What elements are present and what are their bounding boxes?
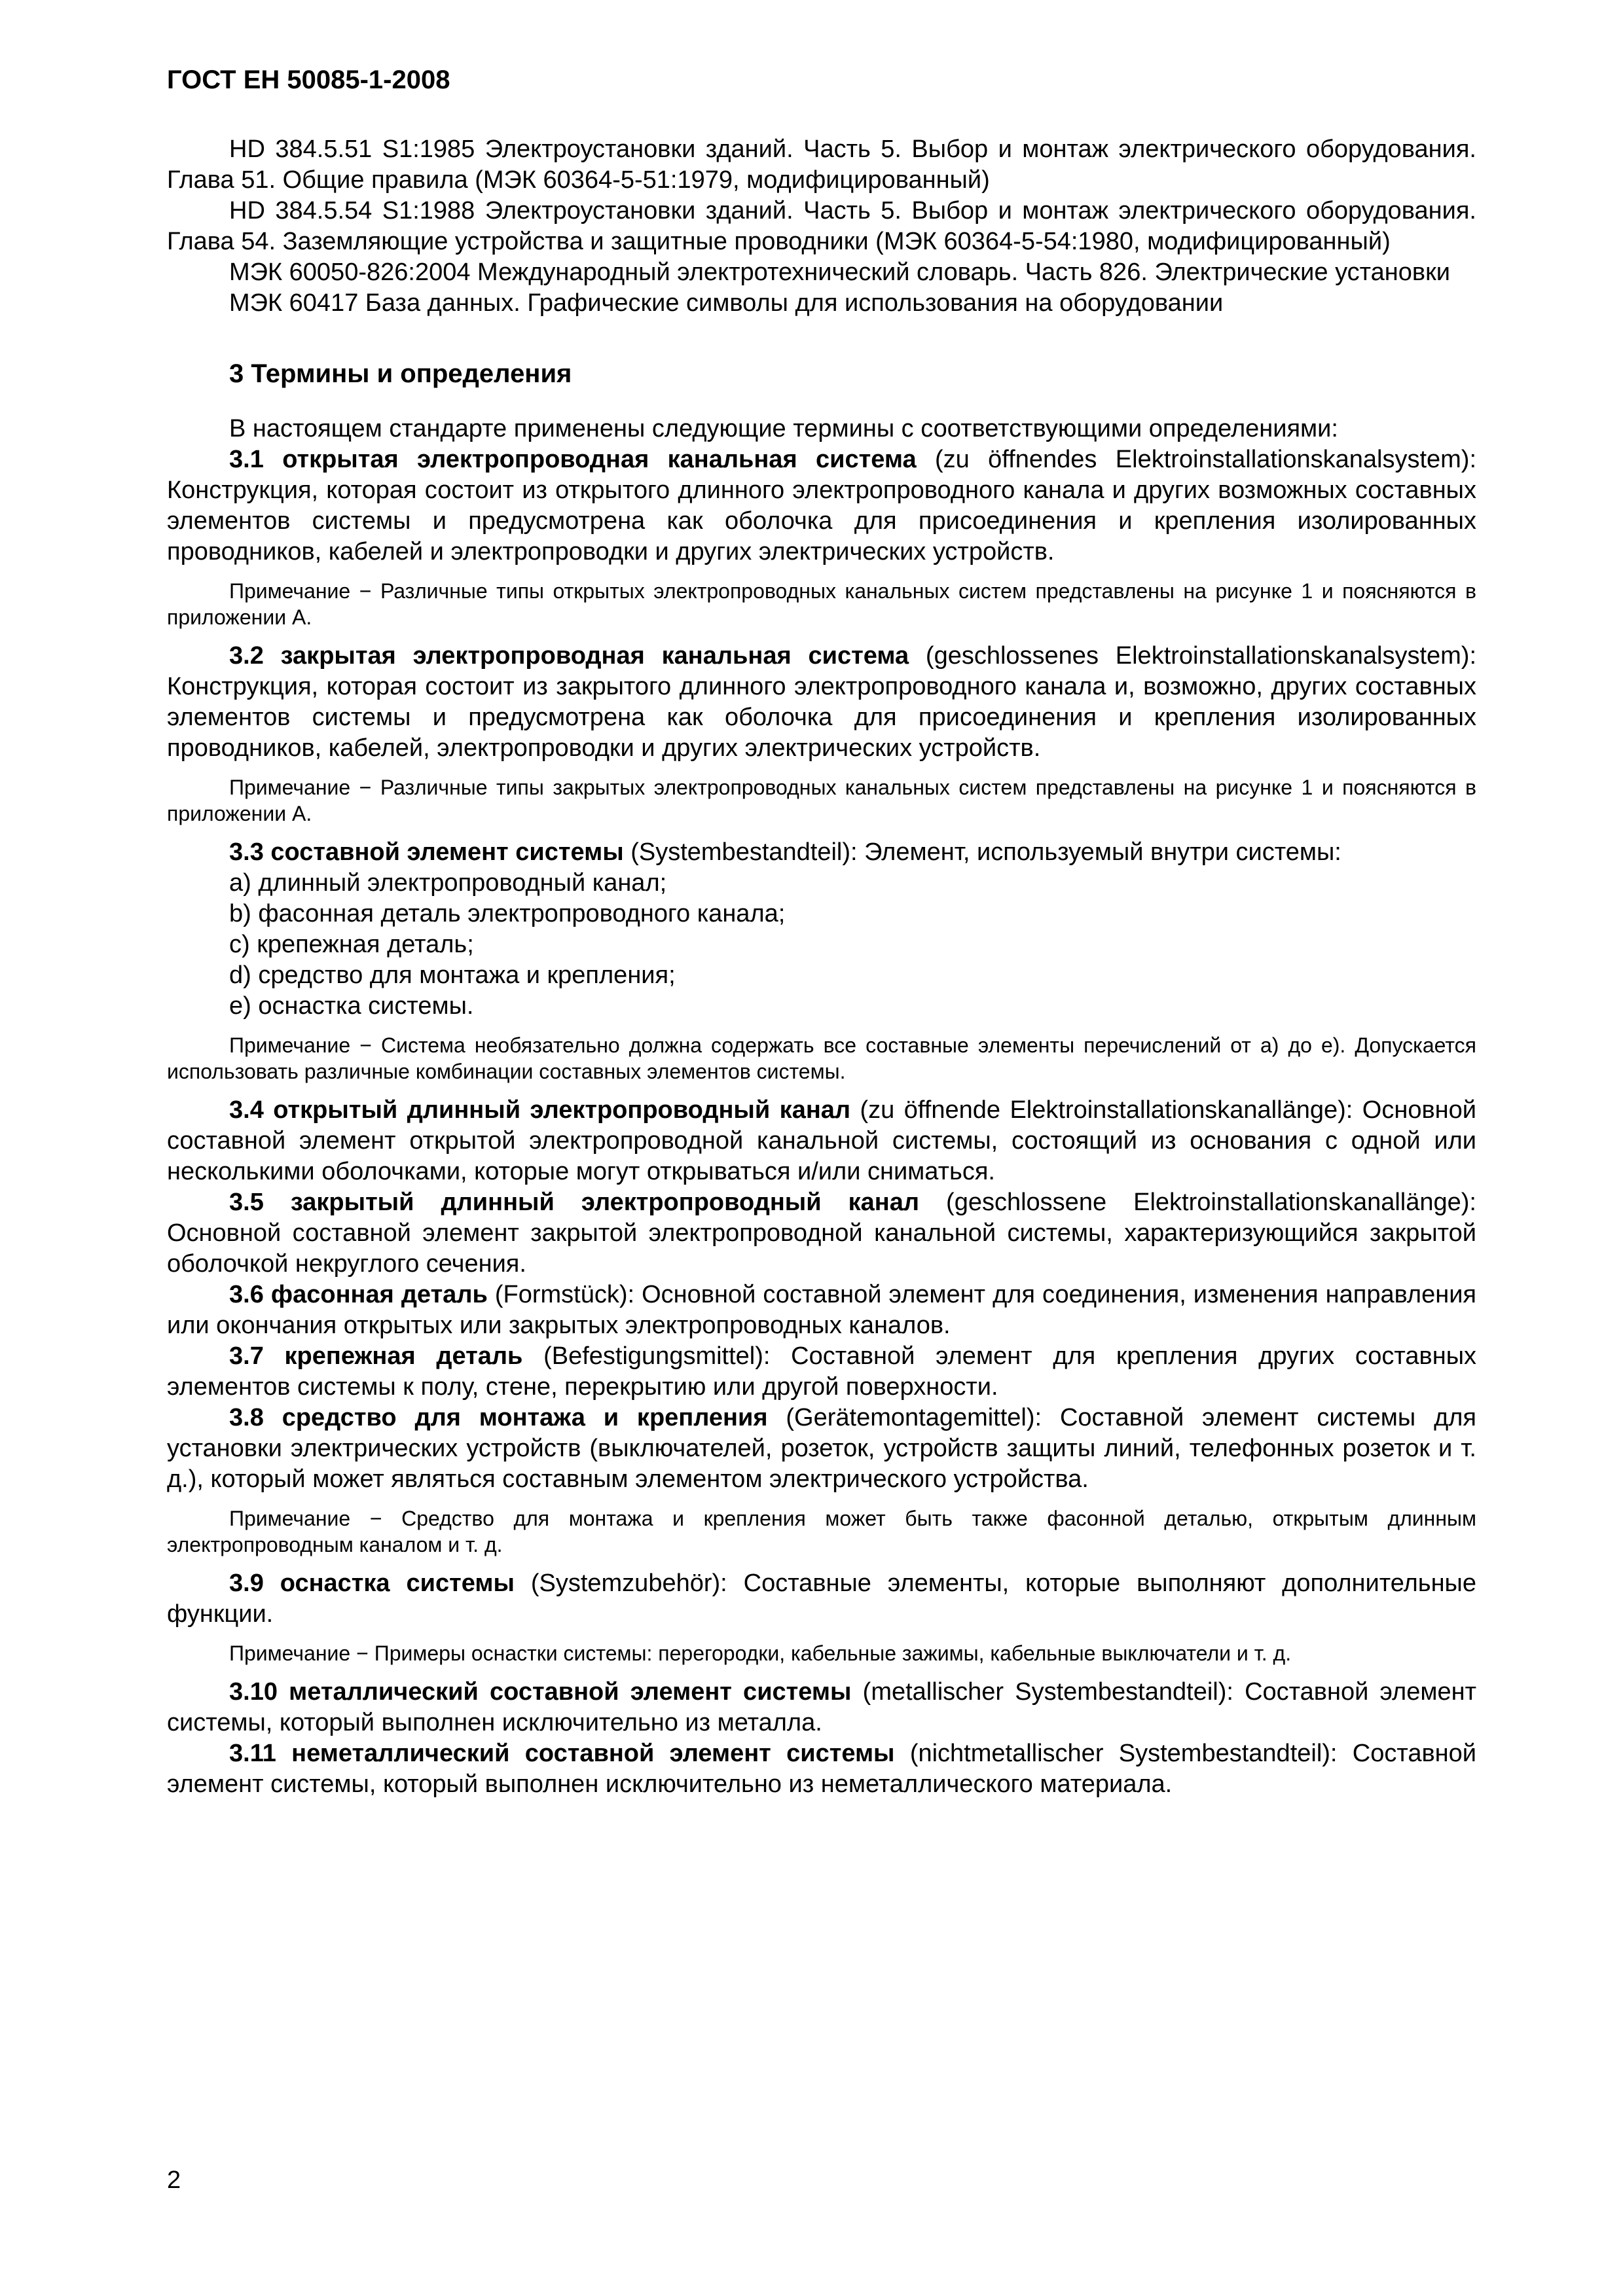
- paragraph: [167, 414, 1476, 444]
- text-run: d) средство для монтажа и крепления;: [229, 961, 676, 989]
- paragraph: [167, 288, 1476, 319]
- term-bold: 3.9 оснастка системы: [229, 1570, 515, 1597]
- paragraph: [167, 1403, 1476, 1495]
- note-paragraph: [167, 774, 1476, 827]
- text-run: (Befestigungsmittel): Составной элемент для крепления других составных элементов системы к полу, стене, перекрытию или другой поверхности.: [167, 1342, 1477, 1401]
- term-bold: 3.3 составной элемент системы: [229, 838, 624, 866]
- list-item: [167, 960, 1476, 991]
- text-run: (geschlossenes Elektroinstallationskanalsystem): Конструкция, которая состоит из закрытого длинного электропроводного канала и, возможно, других составных элементов системы и предусмотрена как оболочка для присоединения и крепления изолированных проводников, кабелей, электропроводки и других электрических устройств.: [167, 642, 1476, 762]
- paragraph: [167, 257, 1476, 288]
- text-run: 3 Термины и определения: [229, 359, 572, 388]
- term-bold: 3.4 открытый длинный электропроводный канал: [229, 1096, 851, 1124]
- term-bold: 3.7 крепежная деталь: [229, 1342, 523, 1370]
- text-run: МЭК 60417 База данных. Графические символы для использования на оборудовании: [229, 289, 1224, 317]
- document-body: [167, 134, 1476, 1800]
- text-run: (zu öffnende Elektroinstallationskanallänge): Основной составной элемент открытой электропроводной канальной системы, состоящий из основания с одной или несколькими оболочками, которые могут открываться и/или сниматься.: [167, 1096, 1476, 1185]
- paragraph: [167, 1677, 1476, 1738]
- text-run: HD 384.5.54 S1:1988 Электроустановки зданий. Часть 5. Выбор и монтаж электрического оборудования. Глава 54. Заземляющие устройства и защитные проводники (МЭК 60364-5-54:1980, модифицированный): [167, 197, 1476, 255]
- text-run: Примечание − Система необязательно должна содержать все составные элементы перечислений от a) до e). Допускается использовать различные комбинации составных элементов системы.: [167, 1033, 1476, 1083]
- list-item: [167, 899, 1476, 929]
- paragraph: [167, 1568, 1476, 1630]
- note-paragraph: [167, 1505, 1476, 1558]
- list-item: [167, 929, 1476, 960]
- term-bold: 3.10 металлический составной элемент системы: [229, 1678, 852, 1706]
- text-run: В настоящем стандарте применены следующие термины с соответствующими определениями:: [229, 415, 1338, 442]
- paragraph: [167, 444, 1476, 567]
- text-run: (Systembestandteil): Элемент, используемый внутри системы:: [623, 838, 1341, 866]
- text-run: e) оснастка системы.: [229, 992, 474, 1020]
- text-run: b) фасонная деталь электропроводного канала;: [229, 900, 786, 927]
- text-run: (Gerätemontagemittel): Составной элемент системы для установки электрических устройств (выключателей, розеток, устройств защиты линий, телефонных розеток и т. д.), который может являться составным элементом электрического устройства.: [167, 1404, 1476, 1493]
- text-run: (zu öffnendes Elektroinstallationskanalsystem): Конструкция, которая состоит из открытого длинного электропроводного канала и других возможных составных элементов системы и предусмотрена как оболочка для присоединения и крепления изолированных проводников, кабелей и электропроводки и других электрических устройств.: [167, 446, 1476, 565]
- text-run: Примечание − Примеры оснастки системы: перегородки, кабельные зажимы, кабельные выключатели и т. д.: [229, 1641, 1292, 1665]
- section-heading: [167, 359, 1476, 389]
- text-run: HD 384.5.51 S1:1985 Электроустановки зданий. Часть 5. Выбор и монтаж электрического оборудования. Глава 51. Общие правила (МЭК 60364-5-51:1979, модифицированный): [167, 135, 1476, 194]
- text-run: (metallischer Systembestandteil): Составной элемент системы, который выполнен исключительно из металла.: [167, 1678, 1476, 1736]
- text-run: (Formstück): Основной составной элемент для соединения, изменения направления или окончания открытых или закрытых электропроводных каналов.: [167, 1281, 1477, 1339]
- paragraph: [167, 837, 1476, 868]
- list-item: [167, 868, 1476, 899]
- paragraph: [167, 1280, 1476, 1341]
- text-run: Примечание − Различные типы закрытых электропроводных канальных систем представлены на рисунке 1 и поясняются в приложении А.: [167, 776, 1476, 825]
- term-bold: 3.8 средство для монтажа и крепления: [229, 1404, 768, 1431]
- text-run: (nichtmetallischer Systembestandteil): Составной элемент системы, который выполнен исключительно из неметаллического материала.: [167, 1740, 1477, 1798]
- text-run: c) крепежная деталь;: [229, 931, 474, 958]
- term-bold: 3.1 открытая электропроводная канальная система: [229, 446, 917, 473]
- paragraph: [167, 1738, 1476, 1800]
- document-title: ГОСТ ЕН 50085-1-2008: [167, 65, 450, 94]
- text-run: (geschlossene Elektroinstallationskanallänge): Основной составной элемент закрытой электропроводной канальной системы, характеризующийся закрытой оболочкой некруглого сечения.: [167, 1189, 1476, 1278]
- paragraph: [167, 1341, 1476, 1403]
- note-paragraph: [167, 1640, 1476, 1666]
- term-bold: 3.2 закрытая электропроводная канальная система: [229, 642, 909, 670]
- paragraph: [167, 1095, 1476, 1187]
- term-bold: 3.11 неметаллический составной элемент системы: [229, 1740, 895, 1767]
- text-run: a) длинный электропроводный канал;: [229, 869, 667, 897]
- list-item: [167, 991, 1476, 1022]
- paragraph: [167, 134, 1476, 196]
- note-paragraph: [167, 578, 1476, 630]
- document-content: [167, 65, 1476, 1800]
- text-run: Примечание − Различные типы открытых электропроводных канальных систем представлены на рисунке 1 и поясняются в приложении А.: [167, 579, 1476, 629]
- page-number: 2: [167, 2166, 181, 2194]
- note-paragraph: [167, 1032, 1476, 1085]
- text-run: МЭК 60050-826:2004 Международный электротехнический словарь. Часть 826. Электрические установки: [229, 259, 1450, 286]
- paragraph: [167, 1187, 1476, 1280]
- paragraph: [167, 196, 1476, 257]
- text-run: (Systemzubehör): Составные элементы, которые выполняют дополнительные функции.: [167, 1570, 1476, 1628]
- text-run: Примечание − Средство для монтажа и крепления может быть также фасонной деталью, открытым длинным электропроводным каналом и т. д.: [167, 1507, 1476, 1556]
- term-bold: 3.5 закрытый длинный электропроводный канал: [229, 1189, 920, 1216]
- paragraph: [167, 641, 1476, 764]
- term-bold: 3.6 фасонная деталь: [229, 1281, 488, 1308]
